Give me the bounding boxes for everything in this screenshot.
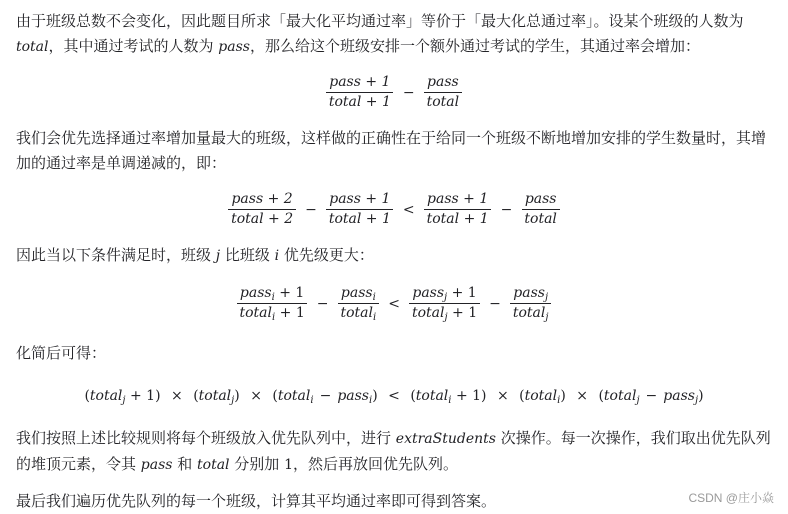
intro-text-b: ，其中通过考试的人数为	[48, 37, 219, 55]
fraction-numerator: pass	[424, 73, 462, 93]
minus-sign: −	[402, 84, 415, 101]
priority-text-a: 因此当以下条件满足时，班级	[16, 246, 216, 264]
fraction	[228, 190, 296, 229]
paragraph-intro	[16, 9, 776, 60]
fraction-denominator: total$_j$ + 1	[411, 305, 478, 323]
intro-text-c: ，那么给这个班级安排一个额外通过考试的学生，其通过率会增加：	[249, 37, 700, 55]
equation-simplified	[0, 384, 788, 408]
priority-text-c: 优先级更大：	[279, 246, 374, 264]
math-j: j	[215, 248, 221, 264]
simplified-expression: (total$_j$ + 1) × (total$_j$) × (total$_i$ − pass$_i$) < (total$_i$ + 1) × (total$_i$) × (total$_j$ − pass$_j$)	[84, 388, 704, 406]
fraction-numerator: pass$_j$ + 1	[409, 284, 479, 304]
minus-sign: −	[305, 201, 317, 218]
fraction-denominator: total$_i$ + 1	[239, 305, 305, 323]
less-than-sign: <	[388, 295, 400, 312]
equation-comparison	[0, 284, 788, 323]
paragraph-procedure	[16, 426, 776, 478]
procedure-text-e: ，然后再放回优先队列。	[293, 455, 459, 473]
fraction-numerator: pass + 1	[326, 73, 393, 93]
paragraph-conclusion: 最后我们遍历优先队列的每一个班级，计算其平均通过率即可得到答案。	[16, 492, 497, 510]
fraction	[409, 284, 480, 323]
fraction	[510, 284, 552, 323]
fraction-denominator: total	[524, 211, 557, 227]
fraction-numerator: pass + 2	[228, 190, 295, 210]
equation-monotonic	[0, 190, 788, 229]
math-extra-students: extraStudents	[395, 431, 496, 447]
fraction	[424, 73, 463, 112]
priority-text-b: 比班级	[220, 246, 275, 264]
math-total: total	[16, 39, 49, 55]
fraction	[338, 284, 380, 323]
math-pass: pass	[218, 39, 250, 55]
fraction	[521, 190, 560, 229]
fraction-denominator: total + 1	[426, 211, 489, 227]
fraction-denominator: total	[426, 94, 460, 110]
minus-sign: −	[316, 295, 329, 312]
paragraph-priority	[16, 243, 776, 269]
equation-increase	[0, 73, 788, 112]
fraction-denominator: total$_i$	[340, 305, 377, 323]
math-i: i	[274, 248, 280, 264]
fraction-denominator: total$_j$	[512, 305, 549, 323]
fraction	[424, 190, 492, 229]
fraction-numerator: pass$_i$	[338, 284, 379, 304]
fraction-numerator: pass$_j$	[510, 284, 551, 304]
procedure-text-c: 和	[172, 455, 198, 473]
csdn-watermark: CSDN @庄小焱	[688, 491, 774, 505]
math-total: total	[197, 457, 230, 473]
minus-sign: −	[489, 295, 501, 312]
paragraph-greedy: 我们会优先选择通过率增加量最大的班级，这样做的正确性在于给同一个班级不断地增加安排的学生数量时，其增加的通过率是单调递减的，即：	[16, 129, 767, 172]
minus-sign: −	[500, 201, 513, 218]
fraction-numerator: pass + 1	[326, 190, 393, 210]
math-one: 1	[284, 457, 293, 473]
procedure-text-d: 分别加	[229, 455, 285, 473]
procedure-text-a: 我们按照上述比较规则将每个班级放入优先队列中，进行	[16, 429, 396, 447]
fraction-denominator: total + 1	[328, 211, 391, 227]
paragraph-simplify: 化简后可得：	[16, 344, 107, 362]
fraction-numerator: pass	[522, 190, 560, 210]
fraction	[326, 190, 394, 229]
fraction-numerator: pass + 1	[424, 190, 491, 210]
fraction-denominator: total + 1	[328, 94, 391, 110]
intro-text-a: 由于班级总数不会变化，因此题目所求「最大化平均通过率」等价于「最大化总通过率」。设某个班级的人数为	[16, 12, 744, 30]
fraction	[237, 284, 308, 323]
fraction-denominator: total + 2	[231, 211, 294, 227]
fraction-numerator: pass$_i$ + 1	[237, 284, 307, 304]
fraction	[326, 73, 394, 112]
math-pass: pass	[140, 457, 173, 473]
procedure-text-b: 次操作。每一次操作，我们取出优先队列的堆顶元素，令其	[16, 429, 771, 473]
less-than-sign: <	[402, 201, 415, 218]
